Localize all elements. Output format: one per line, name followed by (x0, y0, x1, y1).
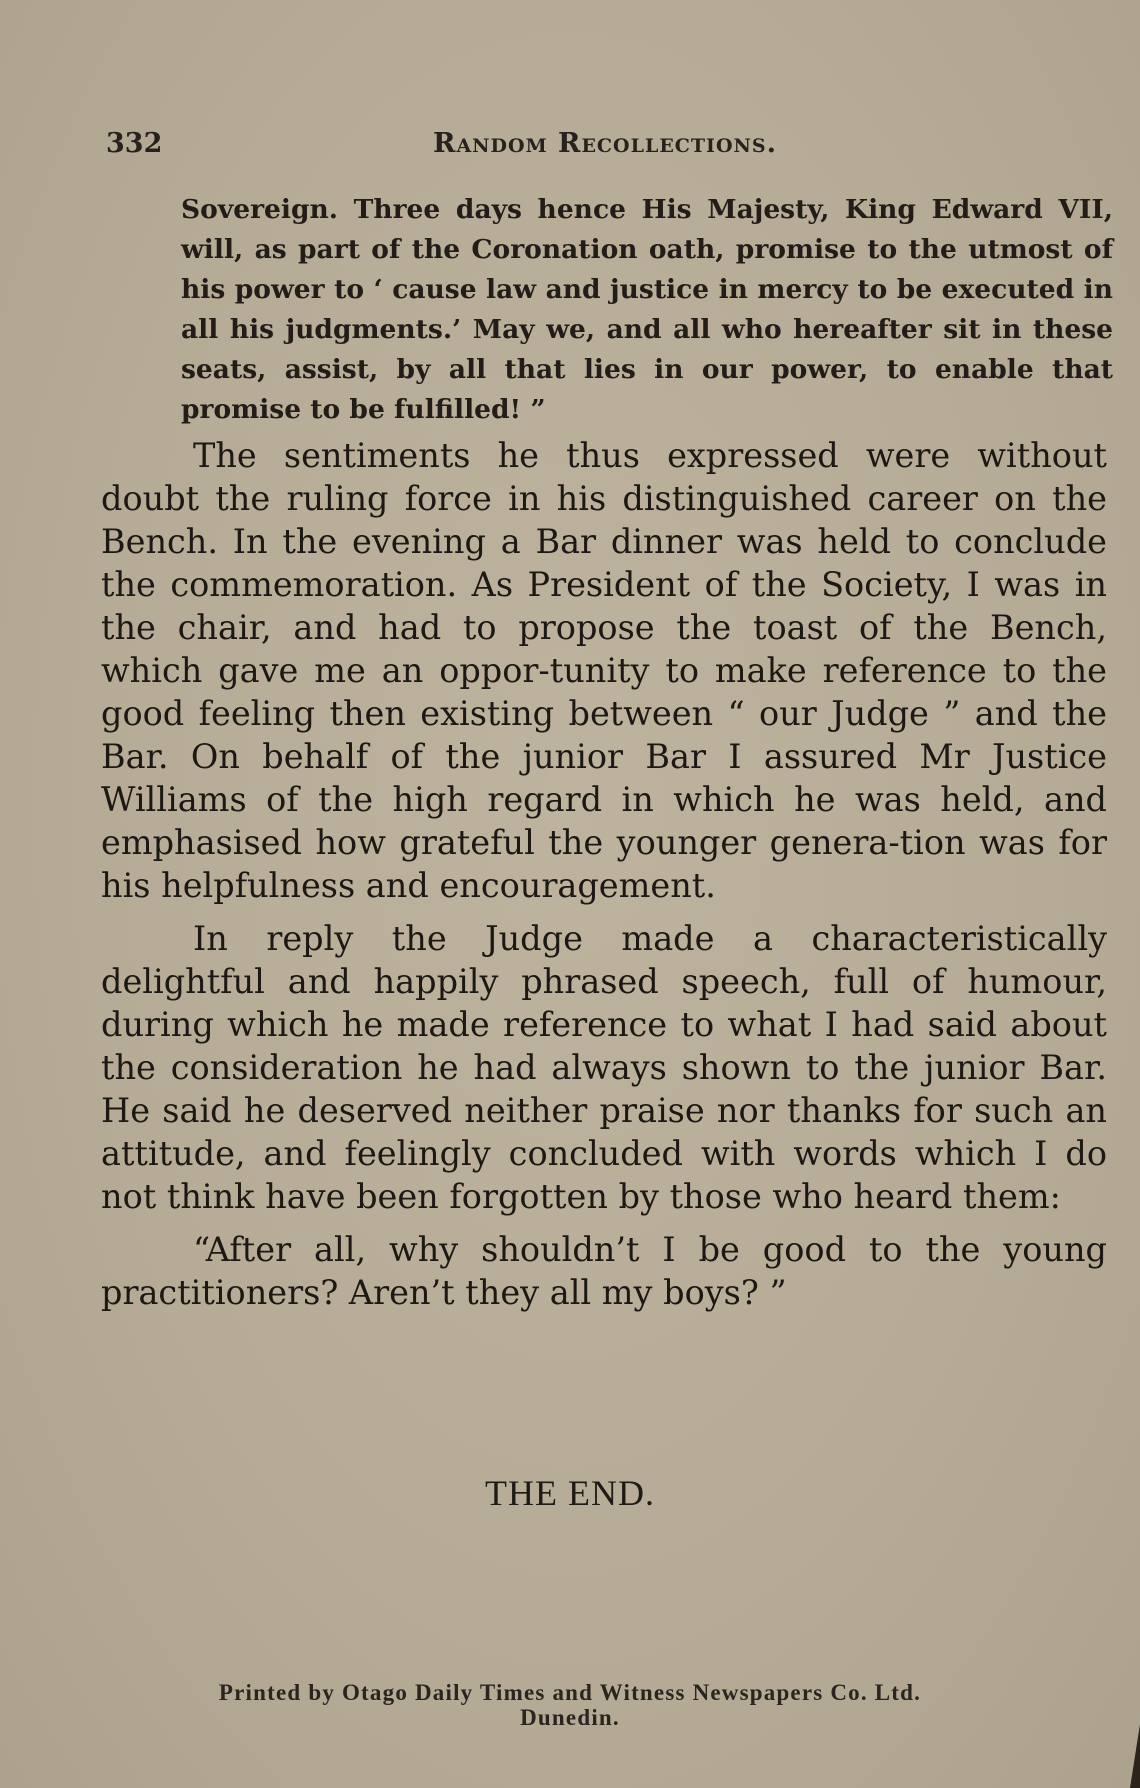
printer-imprint (0, 1680, 1140, 1730)
page-number: 332 (106, 128, 163, 159)
quoted-speech-block: Sovereign. Three days hence His Majesty, King Edward VII, will, as part of the Coronation oath, promise to the utmost of his power to ‘ cause law and justice in mercy to be executed in all his judgments.’ May we, and all who hereafter sit in these seats, assist, by all that lies in our power, to enable that promise to be fulfilled! ” (181, 194, 1113, 425)
body-text (101, 434, 1107, 1324)
imprint-printer-line: Printed by Otago Daily Times and Witness Newspapers Co. Ltd. (218, 1680, 922, 1705)
the-end-heading: THE END. (485, 1473, 655, 1513)
page-edge-mark (1130, 1724, 1140, 1788)
paragraph: The sentiments he thus expressed were without doubt the ruling force in his distinguished career on the Bench. In the evening a Bar dinner was held to conclude the commemoration. As President of the Society, I was in the chair, and had to propose the toast of the Bench, which gave me an oppor-tunity to make reference to the good feeling then existing between “ our Judge ” and the Bar. On behalf of the junior Bar I assured Mr Justice Williams of the high regard in which he was held, and emphasised how grateful the younger genera-tion was for his helpfulness and encouragement. (101, 436, 1107, 905)
page-header (106, 128, 1104, 168)
paragraph: “After all, why shouldn’t I be good to the young practitioners? Aren’t they all my boys? ” (101, 1230, 1107, 1312)
paragraph: In reply the Judge made a characteristically delightful and happily phrased speech, full of humour, during which he made reference to what I had said about the consideration he had always shown to the junior Bar. He said he deserved neither praise nor thanks for such an attitude, and feelingly concluded with words which I do not think have been forgotten by those who heard them: (101, 919, 1107, 1216)
imprint-city-line: Dunedin. (520, 1705, 620, 1730)
running-title: Random Recollections. (433, 128, 777, 159)
